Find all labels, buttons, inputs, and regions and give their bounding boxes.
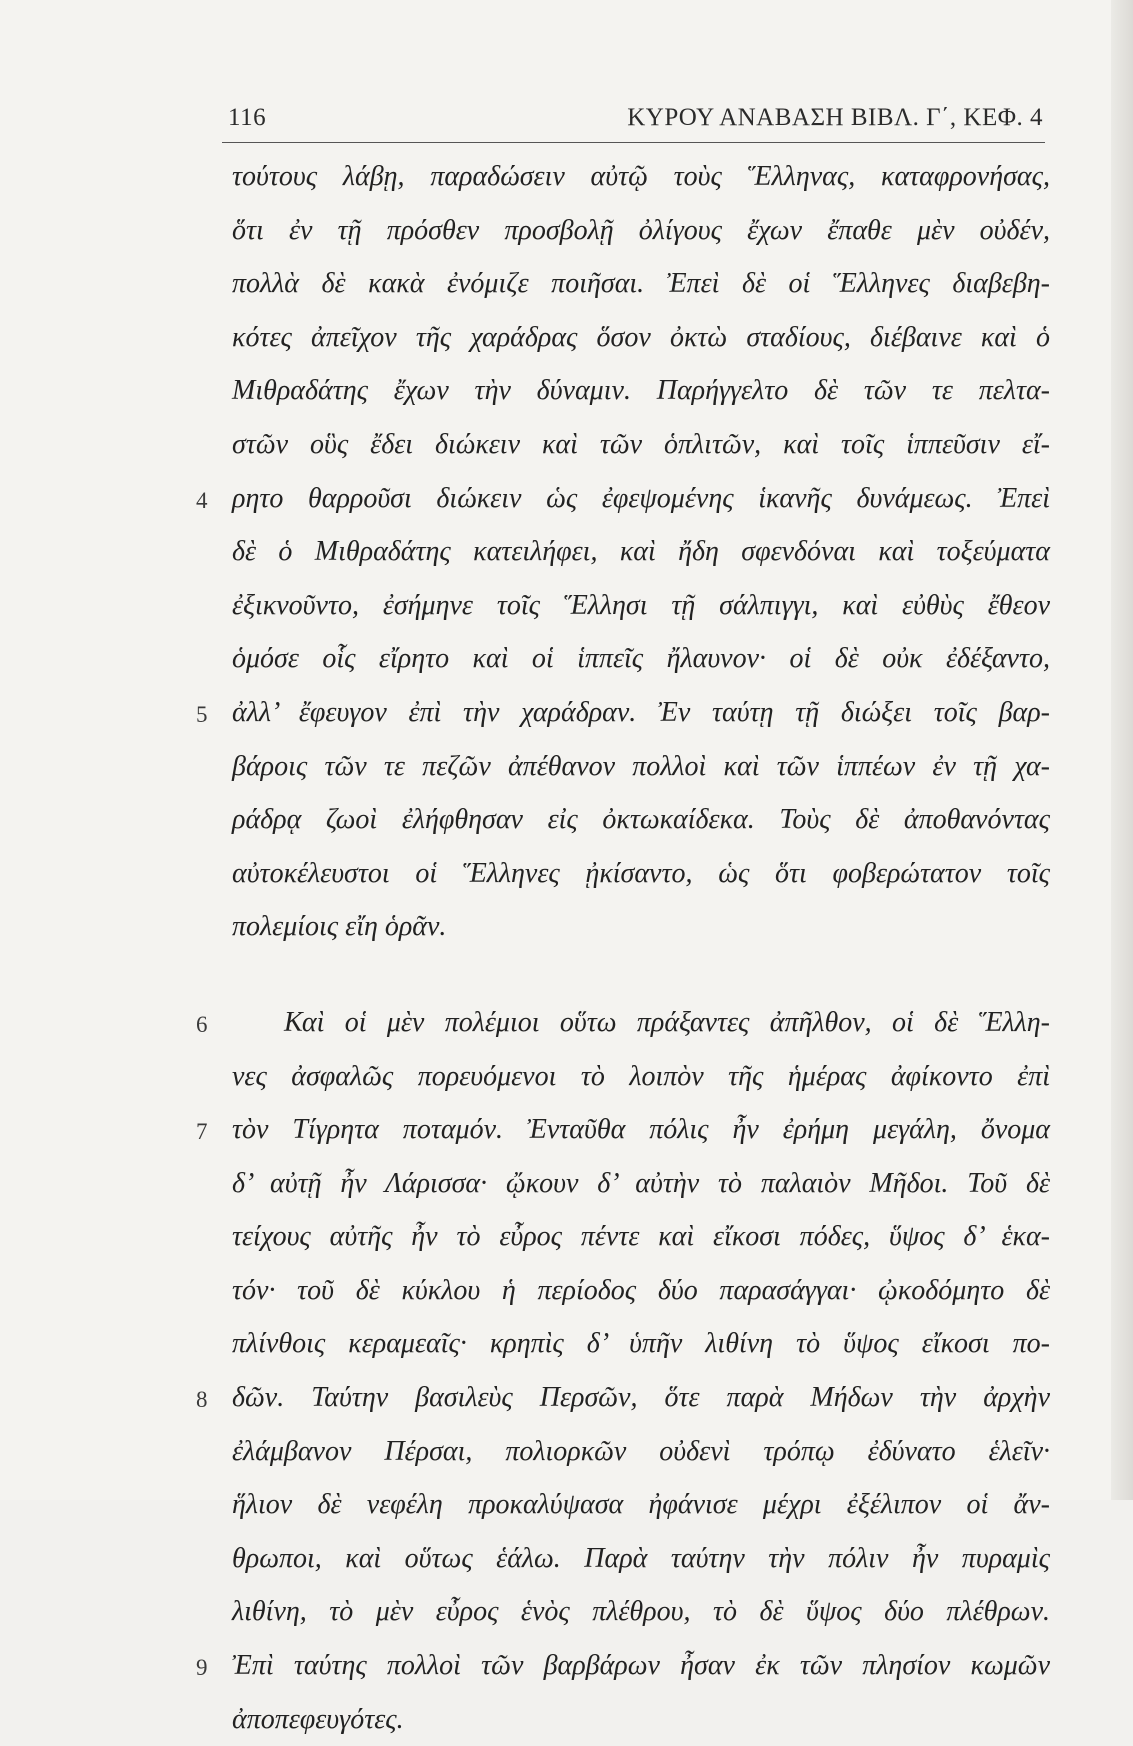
- text-line: [196, 1371, 1050, 1425]
- page-edge-shadow: [1111, 0, 1133, 1500]
- text-line: [196, 686, 1050, 740]
- text-line: [232, 1264, 1050, 1318]
- line-text: ἐξικνοῦντο, ἐσήμηνε τοῖς Ἕλλησι τῇ σάλπιγγι, καὶ εὐθὺς ἔθεον: [232, 589, 1050, 621]
- line-text: δὲ ὁ Μιθραδάτης κατειλήφει, καὶ ἤδη σφενδόναι καὶ τοξεύματα: [232, 536, 1050, 568]
- line-text: αὐτοκέλευστοι οἱ Ἕλληνες ᾐκίσαντο, ὡς ὅτι φοβερώτατον τοῖς: [232, 857, 1050, 889]
- line-text: βάροις τῶν τε πεζῶν ἀπέθανον πολλοὶ καὶ τῶν ἱππέων ἐν τῇ χα-: [232, 750, 1050, 782]
- line-text: ρητο θαρροῦσι διώκειν ὡς ἐφεψομένης ἱκανῆς δυνάμεως. Ἐπεὶ: [232, 482, 1050, 514]
- text-line: [232, 1157, 1050, 1211]
- text-line: [232, 364, 1050, 418]
- line-text: τείχους αὐτῆς ἦν τὸ εὖρος πέντε καὶ εἴκοσι πόδες, ὕψος δ’ ἑκα-: [232, 1221, 1050, 1253]
- text-line: [232, 525, 1050, 579]
- paragraph-gap: [232, 954, 1050, 996]
- line-text: κότες ἀπεῖχον τῆς χαράδρας ὅσον ὀκτὼ σταδίους, διέβαινε καὶ ὁ: [232, 321, 1050, 353]
- line-text: Μιθραδάτης ἔχων τὴν δύναμιν. Παρήγγελτο δὲ τῶν τε πελτα-: [232, 375, 1050, 407]
- page-number: 116: [228, 104, 267, 131]
- greek-text-body: [196, 150, 1050, 1746]
- section-number: 5: [196, 701, 208, 727]
- text-line: [196, 996, 1050, 1050]
- text-line: [232, 1425, 1050, 1479]
- line-text: τούτους λάβῃ, παραδώσειν αὐτῷ τοὺς Ἕλληνας, καταφρονήσας,: [232, 161, 1050, 192]
- line-text: ὁμόσε οἷς εἴρητο καὶ οἱ ἱππεῖς ἤλαυνον· οἱ δὲ οὐκ ἐδέξαντο,: [232, 643, 1050, 675]
- text-line: [232, 1050, 1050, 1104]
- line-text: πολλὰ δὲ κακὰ ἐνόμιζε ποιῆσαι. Ἐπεὶ δὲ οἱ Ἕλληνες διαβεβη-: [232, 268, 1050, 300]
- line-text: ράδρᾳ ζωοὶ ἐλήφθησαν εἰς ὀκτωκαίδεκα. Τοὺς δὲ ἀποθανόντας: [232, 804, 1050, 836]
- page-header: [228, 96, 1043, 136]
- line-text: πλίνθοις κεραμεαῖς· κρηπὶς δ’ ὑπῆν λιθίνη τὸ ὕψος εἴκοσι πο-: [232, 1328, 1050, 1360]
- text-line: [232, 740, 1050, 794]
- text-line: [232, 150, 1050, 204]
- line-text: ἀποπεφευγότες.: [232, 1703, 404, 1735]
- text-line: [232, 418, 1050, 472]
- line-text: ἀλλ’ ἔφευγον ἐπὶ τὴν χαράδραν. Ἐν ταύτῃ τῇ διώξει τοῖς βαρ-: [232, 696, 1050, 728]
- line-text: τὸν Τίγρητα ποταμόν. Ἐνταῦθα πόλις ἦν ἐρήμη μεγάλη, ὄνομα: [232, 1114, 1050, 1146]
- text-line: [232, 632, 1050, 686]
- text-line: [196, 1639, 1050, 1693]
- text-line: [232, 1532, 1050, 1586]
- text-line: [232, 257, 1050, 311]
- line-text: ἥλιον δὲ νεφέλη προκαλύψασα ἠφάνισε μέχρι ἐξέλιπον οἱ ἄν-: [232, 1489, 1050, 1521]
- section-number: 6: [196, 1011, 208, 1037]
- line-text: Καὶ οἱ μὲν πολέμιοι οὕτω πράξαντες ἀπῆλθον, οἱ δὲ Ἕλλη-: [284, 1006, 1050, 1038]
- running-head: ΚΥΡΟΥ ΑΝΑΒΑΣΗ ΒΙΒΛ. Γ΄, ΚΕΦ. 4: [627, 104, 1043, 131]
- section-number: 4: [196, 487, 208, 513]
- line-text: ὅτι ἐν τῇ πρόσθεν προσβολῇ ὀλίγους ἔχων ἔπαθε μὲν οὐδέν,: [232, 214, 1050, 246]
- line-text: νες ἀσφαλῶς πορευόμενοι τὸ λοιπὸν τῆς ἡμέρας ἀφίκοντο ἐπὶ: [232, 1060, 1050, 1092]
- text-line: [232, 1478, 1050, 1532]
- text-line: [232, 579, 1050, 633]
- section-number: 8: [196, 1387, 208, 1413]
- section-number: 7: [196, 1119, 208, 1145]
- line-text: Ἐπὶ ταύτης πολλοὶ τῶν βαρβάρων ἦσαν ἐκ τῶν πλησίον κωμῶν: [232, 1650, 1050, 1682]
- line-text: ἐλάμβανον Πέρσαι, πολιορκῶν οὐδενὶ τρόπῳ ἐδύνατο ἑλεῖν·: [232, 1435, 1050, 1467]
- line-text: πολεμίοις εἴη ὁρᾶν.: [232, 911, 447, 943]
- text-line: [232, 847, 1050, 901]
- text-line: [196, 472, 1050, 526]
- text-line: [232, 793, 1050, 847]
- line-text: θρωποι, καὶ οὕτως ἑάλω. Παρὰ ταύτην τὴν πόλιν ἦν πυραμὶς: [232, 1542, 1050, 1574]
- line-text: λιθίνη, τὸ μὲν εὖρος ἑνὸς πλέθρου, τὸ δὲ ὕψος δύο πλέθρων.: [232, 1596, 1050, 1628]
- text-line: [232, 1585, 1050, 1639]
- text-line: [232, 1693, 1050, 1746]
- text-line: [232, 204, 1050, 258]
- line-text: τόν· τοῦ δὲ κύκλου ἡ περίοδος δύο παρασάγγαι· ᾠκοδόμητο δὲ: [232, 1274, 1050, 1306]
- line-text: δ’ αὐτῇ ἦν Λάρισσα· ᾤκουν δ’ αὐτὴν τὸ παλαιὸν Μῆδοι. Τοῦ δὲ: [232, 1167, 1050, 1199]
- text-line: [232, 900, 1050, 954]
- section-number: 9: [196, 1655, 208, 1681]
- text-line: [196, 1103, 1050, 1157]
- header-rule: [222, 142, 1045, 143]
- text-line: [232, 1317, 1050, 1371]
- text-line: [232, 311, 1050, 365]
- line-text: στῶν οὓς ἔδει διώκειν καὶ τῶν ὁπλιτῶν, καὶ τοῖς ἱππεῦσιν εἴ-: [232, 428, 1050, 460]
- line-text: δῶν. Ταύτην βασιλεὺς Περσῶν, ὅτε παρὰ Μήδων τὴν ἀρχὴν: [232, 1382, 1050, 1414]
- text-line: [232, 1210, 1050, 1264]
